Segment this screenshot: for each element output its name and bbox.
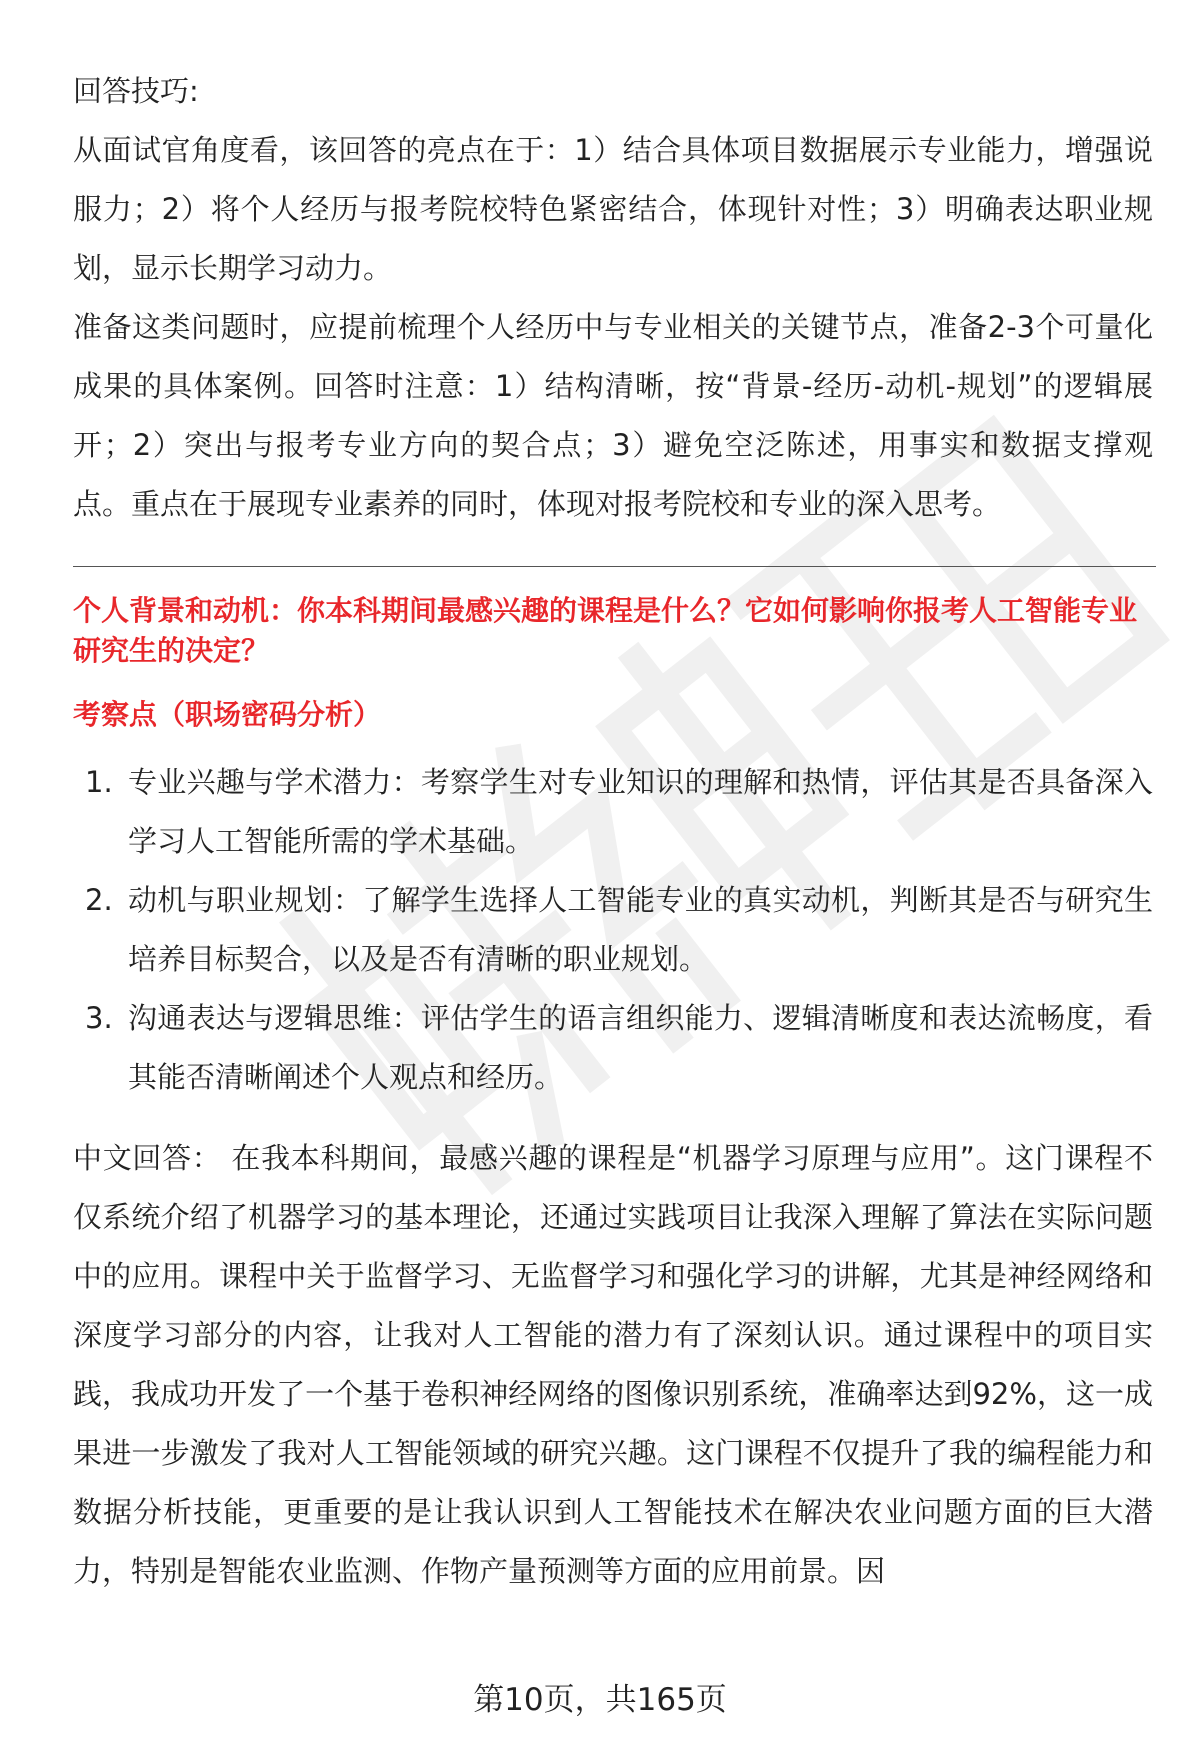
- list-item: [73, 871, 1153, 989]
- list-item: [73, 753, 1153, 871]
- list-item-text: 沟通表达与逻辑思维：评估学生的语言组织能力、逻辑清晰度和表达流畅度，看其能否清晰阐述个人观点和经历。: [128, 1001, 1153, 1094]
- list-item-text: 专业兴趣与学术潜力：考察学生对专业知识的理解和热情，评估其是否具备深入学习人工智能所需的学术基础。: [128, 765, 1153, 858]
- page-number: 第10页，共165页: [473, 1682, 727, 1718]
- list-item-number: 2.: [85, 883, 113, 917]
- list-item-number: 1.: [85, 765, 113, 799]
- points-heading: 考察点（职场密码分析）: [73, 698, 382, 731]
- tips-paragraph-2: 准备这类问题时，应提前梳理个人经历中与专业相关的关键节点，准备2-3个可量化成果的具体案例。回答时注意：1）结构清晰，按“背景-经历-动机-规划”的逻辑展开；2）突出与报考专业方向的契合点；3）避免空泛陈述，用事实和数据支撑观点。重点在于展现专业素养的同时，体现对报考院校和专业的深入思考。: [73, 310, 1153, 521]
- page-content: [73, 62, 1153, 1601]
- tips-label: 回答技巧:: [73, 74, 199, 108]
- question-title: 个人背景和动机：你本科期间最感兴趣的课程是什么？它如何影响你报考人工智能专业研究生的决定？: [73, 594, 1138, 667]
- points-list: [73, 753, 1153, 1107]
- list-item: [73, 989, 1153, 1107]
- tips-paragraph-1: 从面试官角度看，该回答的亮点在于：1）结合具体项目数据展示专业能力，增强说服力；2）将个人经历与报考院校特色紧密结合，体现针对性；3）明确表达职业规划，显示长期学习动力。: [73, 133, 1153, 285]
- answer-paragraph: 中文回答： 在我本科期间，最感兴趣的课程是“机器学习原理与应用”。这门课程不仅系统介绍了机器学习的基本理论，还通过实践项目让我深入理解了算法在实际问题中的应用。课程中关于监督学习、无监督学习和强化学习的讲解，尤其是神经网络和深度学习部分的内容，让我对人工智能的潜力有了深刻认识。通过课程中的项目实践，我成功开发了一个基于卷积神经网络的图像识别系统，准确率达到92%，这一成果进一步激发了我对人工智能领域的研究兴趣。这门课程不仅提升了我的编程能力和数据分析技能，更重要的是让我认识到人工智能技术在解决农业问题方面的巨大潜力，特别是智能农业监测、作物产量预测等方面的应用前景。因: [73, 1141, 1153, 1588]
- list-item-number: 3.: [85, 1001, 113, 1035]
- list-item-text: 动机与职业规划：了解学生选择人工智能专业的真实动机，判断其是否与研究生培养目标契合，以及是否有清晰的职业规划。: [128, 883, 1153, 976]
- section-divider: [73, 566, 1156, 567]
